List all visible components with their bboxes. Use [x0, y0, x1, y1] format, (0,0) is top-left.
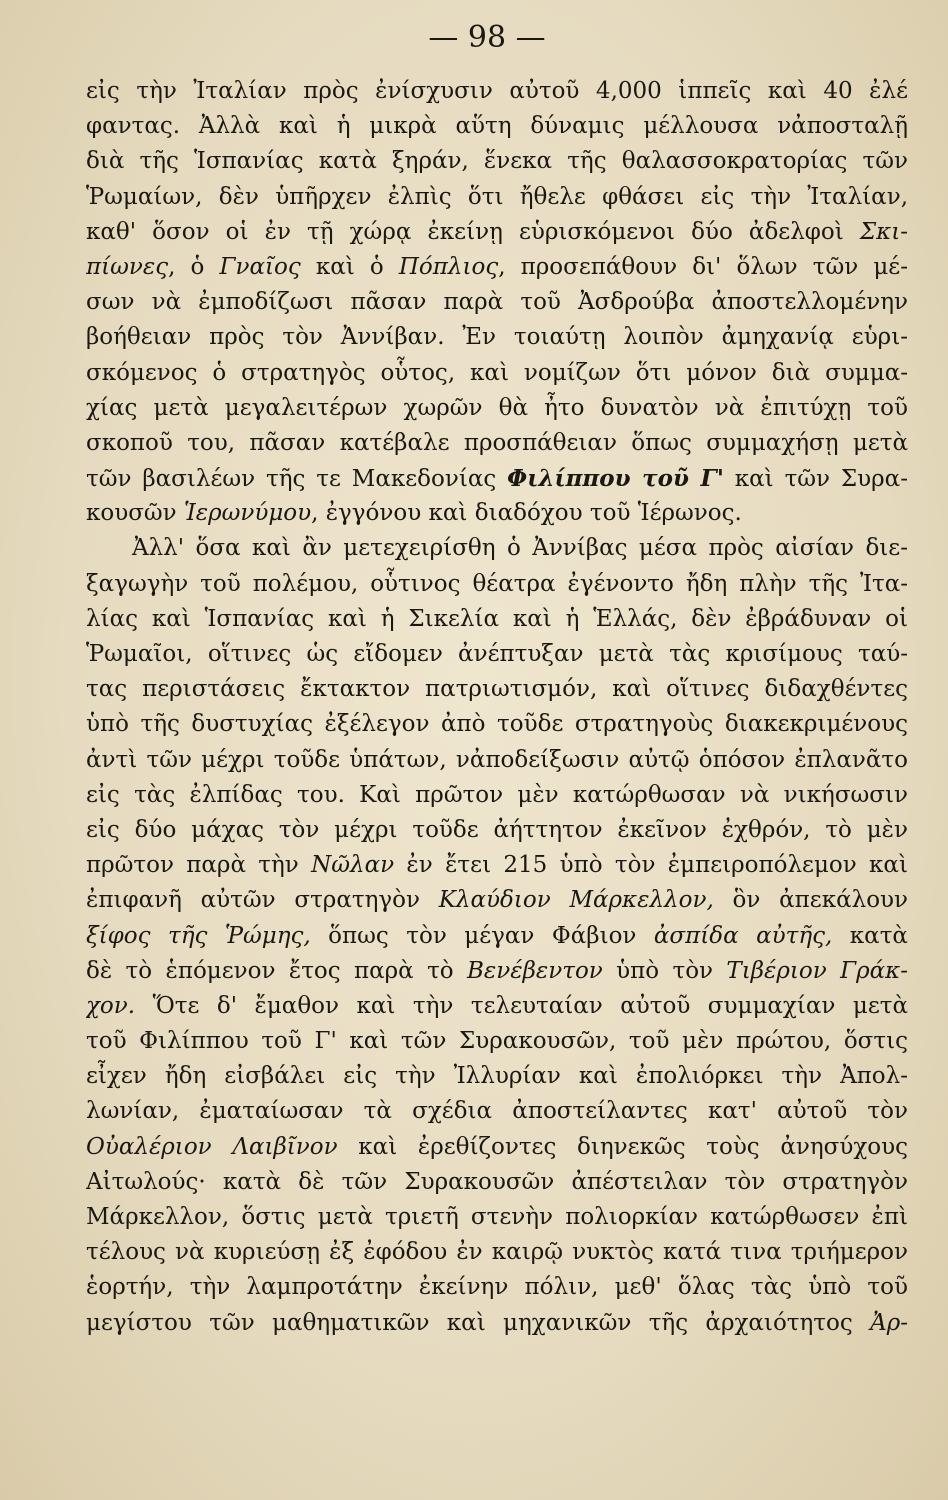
text-segment: τας περιστάσεις ἔκτακτον πατριωτισμόν, καὶ οἵτινες διδαχθέντες: [86, 676, 908, 703]
text-segment: χίας μετὰ μεγαλειτέρων χωρῶν θὰ ἦτο δυνατὸν νὰ ἐπιτύχῃ τοῦ: [86, 394, 908, 421]
text-segment: Ῥωμαῖοι, οἵτινες ὡς εἴδομεν ἀνέπτυξαν μετὰ τὰς κρισίμους ταύ-: [86, 641, 908, 667]
text-segment: ἀντὶ τῶν μέχρι τοῦδε ὑπάτων, νἀποδείξωσιν αὐτῷ ὁπόσον ἐπλανᾶτο: [86, 746, 908, 773]
text-segment: εἰς δύο μάχας τὸν μέχρι τοῦδε ἀήττητον ἐκεῖνον ἐχθρόν, τὸ μὲν: [86, 816, 908, 843]
text-line: [86, 1200, 908, 1235]
text-segment: εἰς τὰς ἐλπίδας του. Καὶ πρῶτον μὲν κατώρθωσαν νὰ νικήσωσιν: [86, 781, 908, 808]
text-segment: Αἰτωλούς· κατὰ δὲ τῶν Συρακουσῶν ἀπέστειλαν τὸν στρατηγὸν: [86, 1168, 908, 1195]
text-line: [86, 144, 908, 179]
text-segment: κουσῶν: [86, 500, 184, 527]
emphasized-text: Ἀρ-: [870, 1309, 908, 1336]
emphasized-text: Πόπλιος: [398, 253, 499, 280]
emphasized-text: Οὐαλέριον Λαιβῖνον: [86, 1133, 338, 1160]
text-segment: Ἀλλ' ὅσα καὶ ἂν μετεχειρίσθη ὁ Ἀννίβας μέσα πρὸς αἰσίαν διε-: [132, 535, 908, 562]
text-segment: καὶ ἐρεθίζοντες διηνεκῶς τοὺς ἀνησύχους: [337, 1133, 908, 1160]
emphasized-text: πίωνες: [86, 253, 169, 280]
text-line: [86, 180, 908, 215]
text-segment: σκόμενος ὁ στρατηγὸς οὗτος, καὶ νομίζων ὅτι μόνον διὰ συμμα-: [86, 359, 908, 386]
emphasized-text: ξίφος τῆς Ῥώμης,: [86, 922, 311, 949]
text-line: [86, 743, 908, 778]
text-line: [86, 109, 908, 144]
text-segment: , ἐγγόνου καὶ διαδόχου τοῦ Ἱέρωνος.: [311, 500, 742, 527]
text-segment: δὲ τὸ ἑπόμενον ἔτος παρὰ τὸ: [86, 957, 468, 984]
text-line: [86, 883, 908, 918]
text-segment: καὶ ὁ: [300, 253, 399, 280]
body-text: [86, 74, 908, 1341]
emphasized-text: Φιλίππου τοῦ Γ': [507, 465, 724, 493]
text-line: [86, 320, 908, 355]
text-segment: τοῦ Φιλίππου τοῦ Γ' καὶ τῶν Συρακουσῶν, τοῦ μὲν πρώτου, ὅστις: [86, 1028, 908, 1055]
text-line: [86, 74, 908, 109]
emphasized-text: Κλαύδιον Μάρκελλον,: [438, 887, 714, 914]
text-line: [86, 1270, 908, 1305]
text-line: [86, 1130, 908, 1165]
text-segment: εἶχεν ἤδη εἰσβάλει εἰς τὴν Ἰλλυρίαν καὶ ἐπολιόρκει τὴν Ἀπολ-: [86, 1063, 908, 1090]
text-segment: ἐν ἔτει 215 ὑπὸ τὸν ἐμπειροπόλεμον καὶ: [394, 852, 908, 879]
text-segment: σκοποῦ του, πᾶσαν κατέβαλε προσπάθειαν ὅπως συμμαχήσῃ μετὰ: [86, 429, 908, 456]
emphasized-text: Γναῖος: [219, 253, 301, 280]
text-line: [86, 1306, 908, 1341]
emphasized-text: Νῶλαν: [311, 852, 395, 879]
text-line: [86, 356, 908, 391]
text-segment: βοήθειαν πρὸς τὸν Ἀννίβαν. Ἐν τοιαύτῃ λοιπὸν ἀμηχανίᾳ εὑρι-: [86, 324, 908, 351]
text-segment: ξαγωγὴν τοῦ πολέμου, οὗτινος θέατρα ἐγένοντο ἤδη πλὴν τῆς Ἰτα-: [86, 570, 908, 597]
text-segment: λωνίαν, ἐματαίωσαν τὰ σχέδια ἀποστείλαντες κατ' αὐτοῦ τὸν: [86, 1098, 908, 1125]
text-segment: ἐπιφανῆ αὐτῶν στρατηγὸν: [86, 887, 439, 914]
text-segment: ἑορτήν, τὴν λαμπροτάτην ἐκείνην πόλιν, μεθ' ὅλας τὰς ὑπὸ τοῦ: [86, 1274, 908, 1301]
text-line: [86, 215, 908, 250]
text-line: [86, 602, 908, 637]
emphasized-text: χον.: [86, 992, 136, 1019]
text-line: [86, 1235, 908, 1270]
text-line: [86, 285, 908, 320]
text-line: [86, 496, 908, 531]
text-line: [86, 461, 908, 496]
text-line: [86, 1165, 908, 1200]
text-line: [86, 1024, 908, 1059]
page-number: — 98 —: [428, 20, 546, 55]
text-line: [86, 672, 908, 707]
text-segment: κατὰ: [832, 922, 908, 949]
text-line: [86, 919, 908, 954]
text-line: [86, 778, 908, 813]
text-line: [86, 848, 908, 883]
text-line: [86, 567, 908, 602]
text-segment: ὅπως τὸν μέγαν Φάβιον: [310, 922, 654, 949]
text-segment: εἰς τὴν Ἰταλίαν πρὸς ἐνίσχυσιν αὐτοῦ 4,000 ἱππεῖς καὶ 40 ἐλέ: [86, 78, 908, 104]
text-segment: καθ' ὅσον οἱ ἐν τῇ χώρᾳ ἐκείνῃ εὑρισκόμενοι δύο ἀδελφοὶ: [86, 218, 860, 245]
text-segment: ὃν ἀπεκάλουν: [713, 887, 908, 914]
emphasized-text: Σκι-: [859, 218, 908, 245]
text-segment: πρῶτον παρὰ τὴν: [86, 852, 312, 879]
emphasized-text: Βενέβεντον: [467, 957, 603, 984]
emphasized-text: ἀσπίδα αὐτῆς,: [653, 922, 833, 949]
text-segment: ὑπὸ τὸν: [602, 957, 727, 984]
text-segment: μεγίστου τῶν μαθηματικῶν καὶ μηχανικῶν τῆς ἀρχαιότητος: [86, 1309, 871, 1336]
text-segment: ὑπὸ τῆς δυστυχίας ἐξέλεγον ἀπὸ τοῦδε στρατηγοὺς διακεκριμένους: [86, 711, 908, 738]
text-segment: Ὅτε δ' ἔμαθον καὶ τὴν τελευταίαν αὐτοῦ συμμαχίαν μετὰ: [135, 992, 908, 1019]
text-segment: φαντας. Ἀλλὰ καὶ ἡ μικρὰ αὕτη δύναμις μέλλουσα νἀποσταλῇ: [86, 113, 908, 140]
text-line: [86, 250, 908, 285]
text-line: [86, 426, 908, 461]
text-line: [86, 954, 908, 989]
text-segment: λίας καὶ Ἱσπανίας καὶ ἡ Σικελία καὶ ἡ Ἑλλάς, δὲν ἐβράδυναν οἱ: [86, 605, 908, 632]
text-segment: καὶ τῶν Συρα-: [723, 466, 908, 493]
text-line: [86, 707, 908, 742]
text-segment: σων νὰ ἐμποδίζωσι πᾶσαν παρὰ τοῦ Ἀσδρούβα ἀποστελλομένην: [86, 289, 908, 316]
text-line: [86, 1094, 908, 1129]
text-segment: τῶν βασιλέων τῆς τε Μακεδονίας: [86, 466, 508, 493]
emphasized-text: Τιβέριον Γράκ-: [726, 957, 908, 984]
text-segment: , ὁ: [168, 253, 220, 280]
text-line: [86, 637, 908, 672]
text-segment: διὰ τῆς Ἱσπανίας κατὰ ξηράν, ἕνεκα τῆς θαλασσοκρατορίας τῶν: [86, 148, 908, 175]
text-line: [86, 1059, 908, 1094]
text-line: [86, 391, 908, 426]
text-line: [86, 531, 908, 566]
text-segment: Ῥωμαίων, δὲν ὑπῆρχεν ἐλπὶς ὅτι ἤθελε φθάσει εἰς τὴν Ἰταλίαν,: [86, 183, 908, 210]
text-segment: τέλους νὰ κυριεύσῃ ἐξ ἐφόδου ἐν καιρῷ νυκτὸς κατά τινα τριήμερον: [86, 1239, 908, 1266]
text-line: [86, 813, 908, 848]
emphasized-text: Ἱερωνύμου: [183, 500, 312, 527]
text-segment: , προσεπάθουν δι' ὅλων τῶν μέ-: [498, 253, 908, 280]
text-segment: Μάρκελλον, ὅστις μετὰ τριετῆ στενὴν πολιορκίαν κατώρθωσεν ἐπὶ: [86, 1204, 908, 1230]
text-line: [86, 989, 908, 1024]
